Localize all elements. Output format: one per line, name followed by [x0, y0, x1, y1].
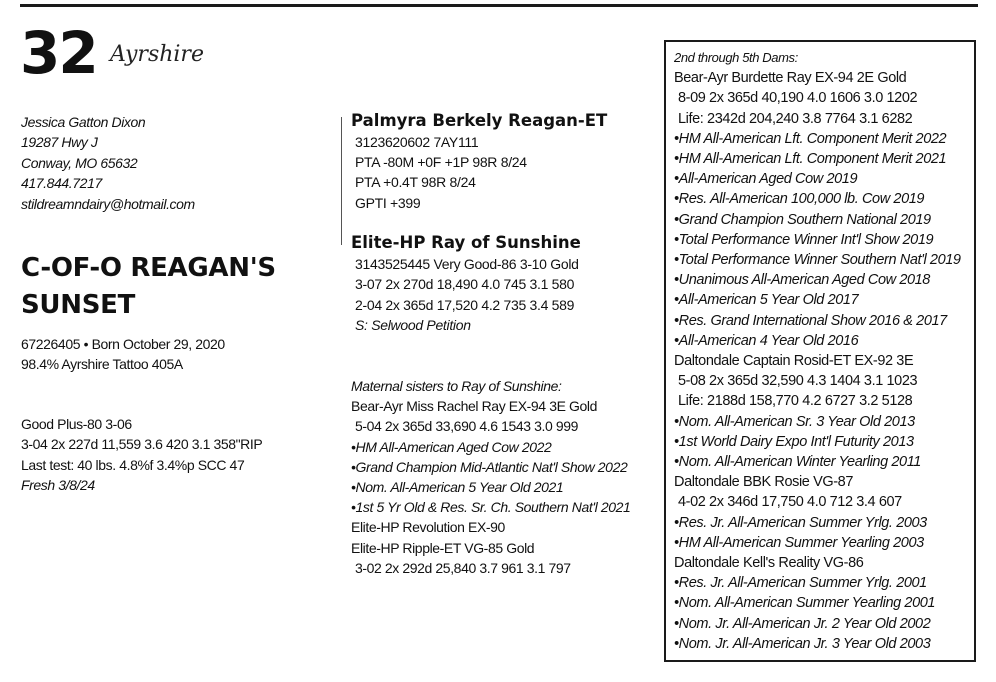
cow-name: Daltondale BBK Rosie VG-87 — [674, 474, 854, 491]
honor-line: •Res. Grand International Show 2016 & 2017 — [674, 312, 947, 329]
consignor-name: Jessica Gatton Dixon — [21, 114, 146, 130]
consignor-phone: 417.844.7217 — [21, 175, 102, 192]
honor-line: •Nom. Jr. All-American Jr. 3 Year Old 2003 — [674, 635, 931, 652]
cow-name: Daltondale Kell's Reality VG-86 — [674, 555, 864, 572]
honor-line: •Total Performance Winner Southern Nat'l 2019 — [674, 252, 961, 269]
consignor-email: stildreamndairy@hotmail.com — [21, 195, 195, 212]
consignor-city: Conway, MO 65632 — [21, 154, 138, 171]
dam-line: 2-04 2x 365d 17,520 4.2 735 3.4 589 — [355, 296, 575, 313]
honor-line: •HM All-American Lft. Component Merit 2021 — [674, 151, 947, 168]
sire-block — [351, 110, 607, 213]
classification: Good Plus-80 3-06 — [21, 416, 132, 432]
honor-line: •HM All-American Aged Cow 2022 — [351, 438, 552, 455]
dam-sire-line: S: Selwood Petition — [355, 316, 471, 333]
record-line: 8-09 2x 365d 40,190 4.0 1606 3.0 1202 — [678, 90, 918, 107]
breed-percent-line: 98.4% Ayrshire Tattoo 405A — [21, 356, 183, 372]
dam-line: 3143525445 Very Good-86 3-10 Gold — [355, 256, 579, 272]
honor-line: •HM All-American Summer Yearling 2003 — [674, 534, 924, 551]
honor-line: •Unanimous All-American Aged Cow 2018 — [674, 272, 930, 289]
dams-list — [674, 48, 961, 654]
honor-line: •Res. All-American 100,000 lb. Cow 2019 — [674, 191, 925, 208]
pedigree-bracket — [341, 117, 342, 245]
breed-label: Ayrshire — [110, 42, 204, 67]
honor-line: •Grand Champion Mid-Atlantic Nat'l Show 2022 — [351, 458, 628, 475]
maternal-sisters — [351, 376, 630, 578]
consignor-block — [21, 112, 195, 214]
record-line: Life: 2342d 204,240 3.8 7764 3.1 6282 — [678, 110, 913, 127]
honor-line: •Nom. Jr. All-American Jr. 2 Year Old 2002 — [674, 615, 931, 632]
last-test: Last test: 40 lbs. 4.8%f 3.4%p SCC 47 — [21, 456, 245, 473]
sire-line: 3123620602 7AY111 — [355, 134, 479, 150]
honor-line: •HM All-American Lft. Component Merit 2022 — [674, 130, 947, 147]
animal-ident — [21, 334, 225, 374]
registration-line: 67226405 • Born October 29, 2020 — [21, 336, 225, 352]
lot-number: 32 — [20, 19, 97, 87]
cow-name: Daltondale Captain Rosid-ET EX-92 3E — [674, 353, 914, 370]
consignor-address: 19287 Hwy J — [21, 134, 98, 151]
honor-line: •Nom. All-American Sr. 3 Year Old 2013 — [674, 413, 915, 430]
animal-name-line1: C-OF-O REAGAN'S — [21, 253, 276, 283]
dam-line: 3-07 2x 270d 18,490 4.0 745 3.1 580 — [355, 276, 575, 293]
honor-line: •Nom. All-American Winter Yearling 2011 — [674, 454, 921, 471]
sire-name: Palmyra Berkely Reagan-ET — [351, 111, 608, 130]
honor-line: •Nom. All-American Summer Yearling 2001 — [674, 595, 936, 612]
cow-name: Bear-Ayr Burdette Ray EX-94 2E Gold — [674, 70, 907, 87]
sire-line: PTA -80M +0F +1P 98R 8/24 — [355, 154, 527, 171]
dam-block — [351, 232, 581, 335]
dams-header: 2nd through 5th Dams: — [674, 50, 798, 65]
honor-line: •Nom. All-American 5 Year Old 2021 — [351, 479, 564, 496]
honor-line: •Res. Jr. All-American Summer Yrlg. 2001 — [674, 575, 927, 592]
record-line: 5-08 2x 365d 32,590 4.3 1404 3.1 1023 — [678, 373, 918, 390]
record-line: 4-02 2x 346d 17,750 4.0 712 3.4 607 — [678, 494, 902, 511]
honor-line: •Grand Champion Southern National 2019 — [674, 211, 931, 228]
honor-line: •1st 5 Yr Old & Res. Sr. Ch. Southern Nat'l 2021 — [351, 499, 631, 516]
fresh-date: Fresh 3/8/24 — [21, 476, 95, 493]
lactation-record: 3-04 2x 227d 11,559 3.6 420 3.1 358"RIP — [21, 436, 263, 453]
honor-line: •All-American 5 Year Old 2017 — [674, 292, 859, 309]
cow-name: Elite-HP Revolution EX-90 — [351, 519, 505, 536]
cow-name: Bear-Ayr Miss Rachel Ray EX-94 3E Gold — [351, 398, 597, 415]
honor-line: •All-American 4 Year Old 2016 — [674, 332, 859, 349]
honor-line: •Total Performance Winner Int'l Show 2019 — [674, 231, 934, 248]
record-line: 3-02 2x 292d 25,840 3.7 961 3.1 797 — [355, 559, 571, 576]
sire-line: GPTI +399 — [355, 194, 421, 211]
sire-line: PTA +0.4T 98R 8/24 — [355, 174, 476, 191]
maternal-header: Maternal sisters to Ray of Sunshine: — [351, 378, 562, 394]
dam-name: Elite-HP Ray of Sunshine — [351, 233, 581, 252]
animal-name — [21, 250, 276, 324]
honor-line: •Res. Jr. All-American Summer Yrlg. 2003 — [674, 514, 927, 531]
production-records — [21, 414, 262, 495]
honor-line: •1st World Dairy Expo Int'l Futurity 2013 — [674, 433, 914, 450]
record-line: 5-04 2x 365d 33,690 4.6 1543 3.0 999 — [355, 418, 579, 435]
cow-name: Elite-HP Ripple-ET VG-85 Gold — [351, 539, 535, 556]
honor-line: •All-American Aged Cow 2019 — [674, 171, 858, 188]
top-rule — [20, 4, 978, 7]
animal-name-line2: SUNSET — [21, 290, 136, 320]
record-line: Life: 2188d 158,770 4.2 6727 3.2 5128 — [678, 393, 913, 410]
